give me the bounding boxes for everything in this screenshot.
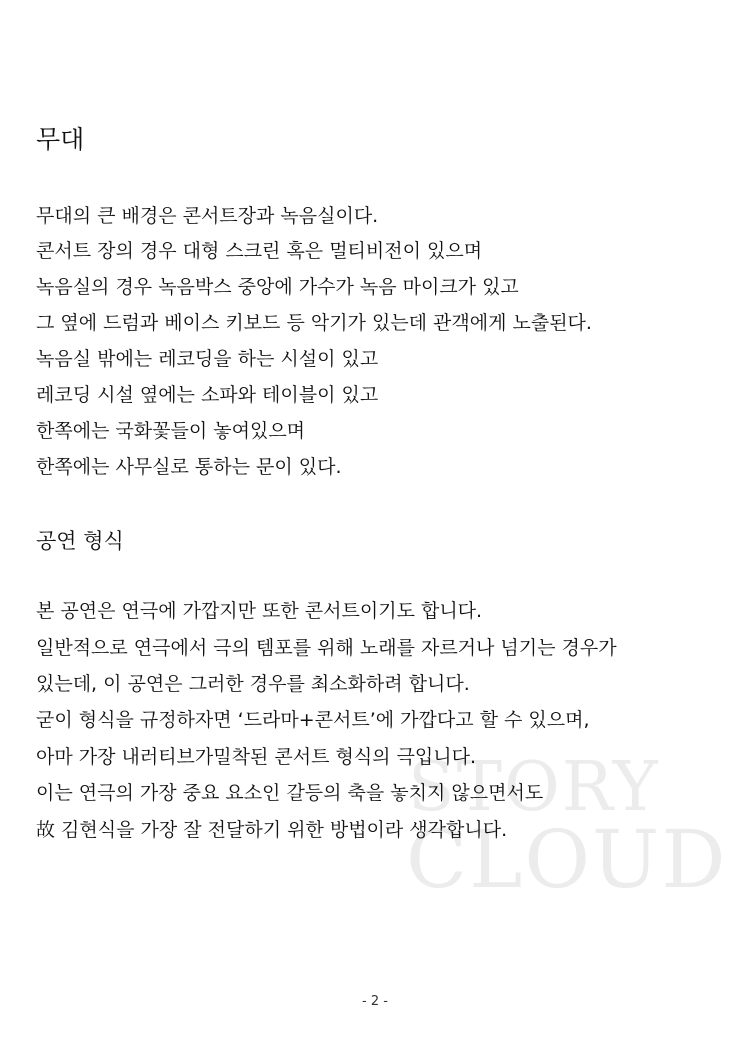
stage-line-3: 녹음실의 경우 녹음박스 중앙에 가수가 녹음 마이크가 있고 (36, 276, 519, 298)
stage-line-7: 한쪽에는 국화꽃들이 놓여있으며 (36, 420, 306, 442)
stage-line-1: 무대의 큰 배경은 콘서트장과 녹음실이다. (36, 205, 379, 227)
format-line-4: 굳이 형식을 규정하자면 ‘드라마+콘서트’에 가깝다고 할 수 있으며, (36, 709, 590, 731)
format-line-2: 일반적으로 연극에서 극의 템포를 위해 노래를 자르거나 넘기는 경우가 (36, 637, 617, 659)
section-title-format: 공연 형식 (36, 529, 124, 553)
format-line-1: 본 공연은 연극에 가깝지만 또한 콘서트이기도 합니다. (36, 600, 483, 622)
format-line-7: 故 김현식을 가장 잘 전달하기 위한 방법이라 생각합니다. (36, 819, 508, 841)
watermark-line-1: STORY (408, 748, 660, 827)
stage-line-4: 그 옆에 드럼과 베이스 키보드 등 악기가 있는데 관객에게 노출된다. (36, 312, 592, 334)
watermark-line-2: CLOUD (406, 813, 728, 906)
format-line-6: 이는 연극의 가장 중요 요소인 갈등의 축을 놓치지 않으면서도 (36, 782, 544, 804)
stage-line-6: 레코딩 시설 옆에는 소파와 테이블이 있고 (36, 384, 379, 406)
format-line-5: 아마 가장 내러티브가밀착된 콘서트 형식의 극입니다. (36, 746, 477, 768)
stage-line-8: 한쪽에는 사무실로 통하는 문이 있다. (36, 456, 342, 478)
format-line-3: 있는데, 이 공연은 그러한 경우를 최소화하려 합니다. (36, 673, 470, 695)
stage-line-5: 녹음실 밖에는 레코딩을 하는 시설이 있고 (36, 348, 379, 370)
page-number: - 2 - (362, 994, 388, 1009)
section-title-stage: 무대 (36, 125, 85, 154)
stage-line-2: 콘서트 장의 경우 대형 스크린 혹은 멀티비전이 있으며 (36, 240, 483, 262)
